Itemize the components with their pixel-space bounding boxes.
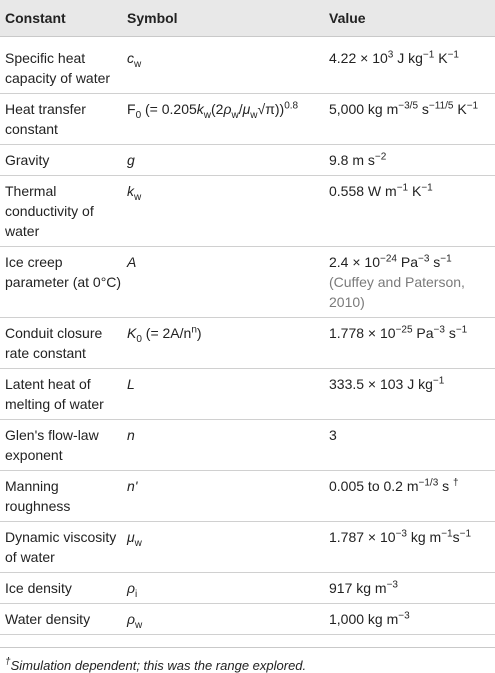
table-row	[0, 176, 495, 247]
symbol-cell: $\rho_i$	[127, 580, 138, 600]
table-row	[0, 471, 495, 522]
constant-name: Ice density	[5, 580, 72, 596]
symbol-cell: n	[127, 427, 135, 443]
constant-name: Water density	[5, 611, 91, 627]
header-constant: Constant	[5, 10, 66, 26]
value-cell: 3	[329, 427, 337, 443]
table-footnote	[0, 647, 495, 673]
value-cell: $2.4 \times 10^{-24}$ $Pa^{-3}$ $s^{-1}$ (Cuffey and Paterson, 2010)	[329, 253, 465, 310]
symbol-cell: n'	[127, 478, 138, 494]
table-row	[0, 318, 495, 369]
value-cell: 917 kg $m^{-3}$	[329, 579, 398, 596]
footnote-text: Simulation dependent; this was the range explored.	[10, 658, 307, 673]
value-cell: 0.558 W $m^{-1}$ $K^{-1}$	[329, 182, 433, 199]
constant-name: Thermal conductivity of water	[5, 183, 94, 239]
header-value: Value	[329, 10, 366, 26]
constant-name: Gravity	[5, 152, 50, 168]
symbol-cell: A	[127, 254, 137, 270]
citation-link[interactable]: (Cuffey and Paterson, 2010)	[329, 274, 465, 310]
table-row	[0, 145, 495, 176]
header-symbol: Symbol	[127, 10, 178, 26]
symbol-cell: $\mu_w$	[127, 529, 142, 549]
constant-name: Manning roughness	[5, 478, 71, 514]
constant-name: Dynamic viscosity of water	[5, 529, 117, 565]
value-cell: 1,000 kg $m^{-3}$	[329, 610, 410, 627]
value-cell: 0.005 to 0.2 $m^{-1/3}$ s †	[329, 477, 459, 494]
symbol-cell: L	[127, 376, 135, 392]
value-cell: 333.5 × 103 J $kg^{-1}$	[329, 375, 445, 392]
constant-name: Conduit closure rate constant	[5, 325, 103, 361]
table-row	[0, 247, 495, 318]
symbol-cell: $c_w$	[127, 50, 142, 70]
table-row	[0, 604, 495, 635]
value-cell: $1.787 \times 10^{-3}$ kg $m^{-1}s^{-1}$	[329, 528, 472, 545]
symbol-cell: $k_w$	[127, 183, 142, 203]
constant-name: Latent heat of melting of water	[5, 376, 104, 412]
constant-name: Ice creep parameter (at 0°C)	[5, 254, 122, 290]
value-cell: $1.778 \times 10^{-25}$ $Pa^{-3}$ $s^{-1}$	[329, 324, 468, 341]
constant-name: Specific heat capacity of water	[5, 50, 111, 86]
symbol-cell: $F_0$ (= $0.205k_w(2\rho_w/\mu_w√\pi))^{0.8}$	[127, 100, 299, 121]
symbol-cell: g	[127, 152, 135, 168]
value-cell: $4.22 \times 10^3$ J $kg^{-1}$ $K^{-1}$	[329, 49, 459, 66]
table-row	[0, 420, 495, 471]
value-cell: 5,000 kg $m^{-3/5}$ $s^{-11/5}$ $K^{-1}$	[329, 100, 479, 117]
table-row	[0, 43, 495, 94]
table-header	[0, 0, 495, 37]
table-row	[0, 94, 495, 145]
table-row	[0, 522, 495, 573]
value-cell: 9.8 m $s^{-2}$	[329, 151, 387, 168]
table-row	[0, 369, 495, 420]
symbol-cell: $\rho_w$	[127, 611, 143, 631]
constant-name: Heat transfer constant	[5, 101, 86, 137]
symbol-cell: $K_0$ (= $2A/n^n$)	[127, 324, 202, 345]
footnote-mark: †	[5, 656, 11, 668]
table-row	[0, 573, 495, 604]
constant-name: Glen's flow-law exponent	[5, 427, 99, 463]
